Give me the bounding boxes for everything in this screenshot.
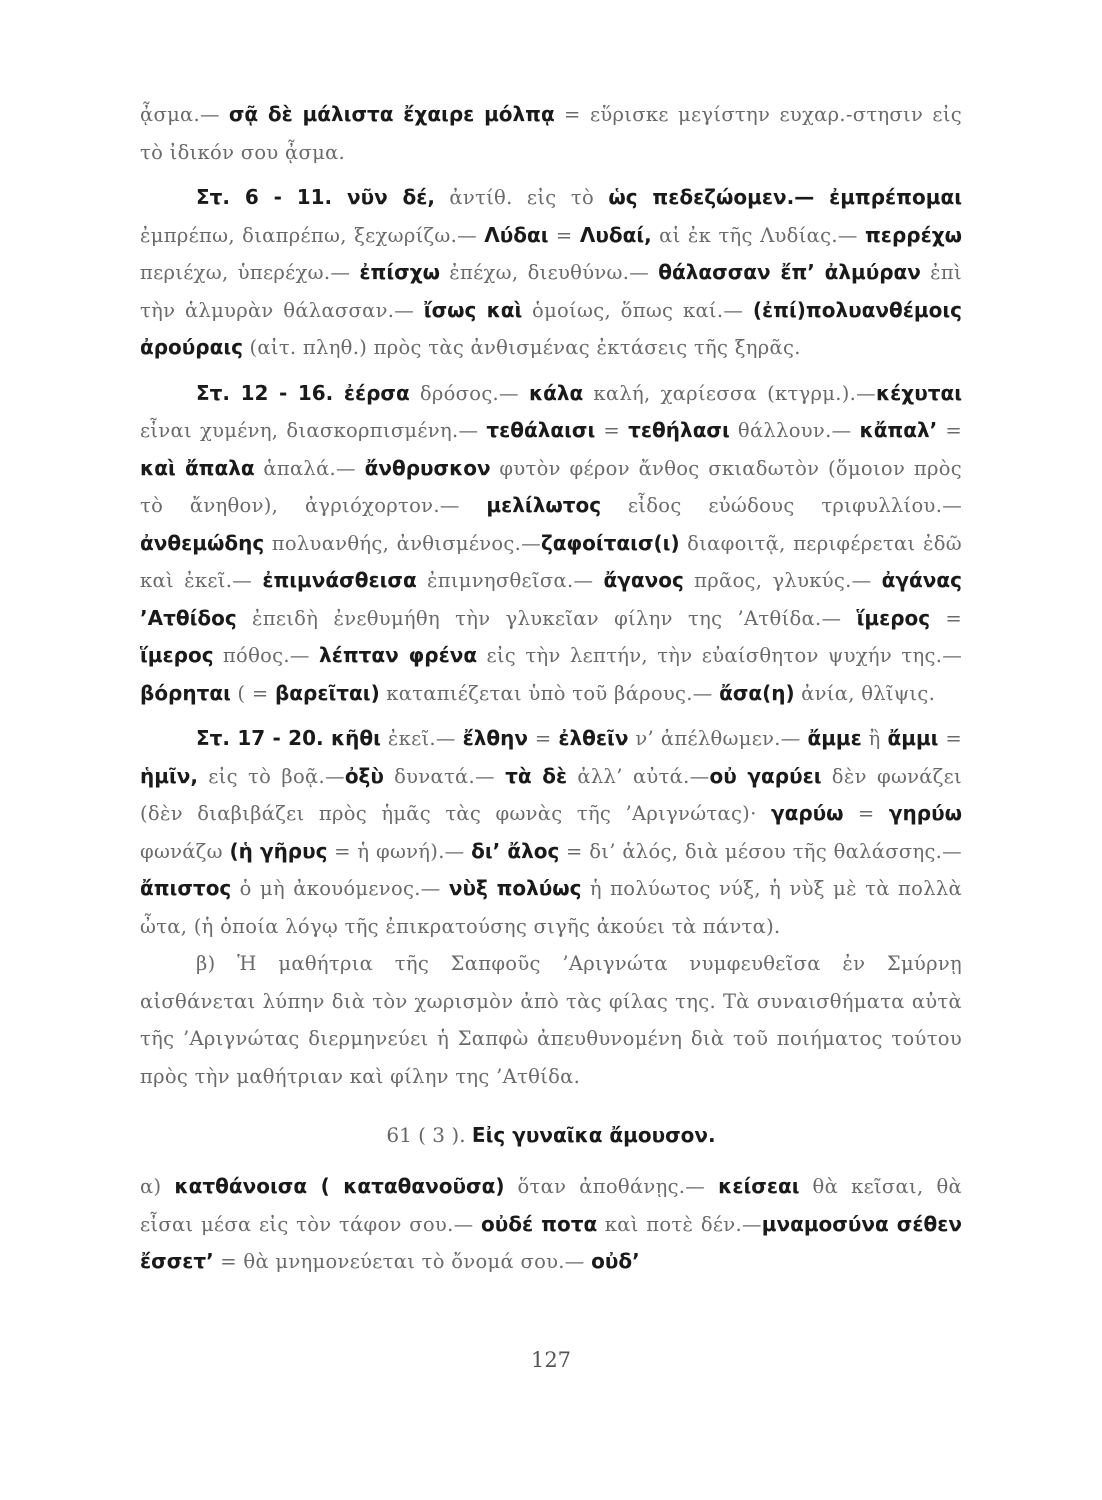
run: δὲν φωνάζει (δὲν διαβιβάζει πρὸς ἡμᾶς τὰς φωνὰς τῆς ’Αριγνώτας)· bbox=[140, 764, 962, 825]
paragraph-block4 bbox=[140, 720, 962, 945]
lemma: βαρεῖται) bbox=[274, 680, 380, 705]
run: ἀνία, θλῖψις. bbox=[794, 681, 936, 705]
run: = bbox=[595, 419, 629, 442]
run: ἀλλ’ αὐτά.— bbox=[567, 764, 710, 788]
page-body bbox=[140, 96, 962, 1281]
lemma: κἄπαλ’ bbox=[859, 418, 938, 442]
run: δυνατά.— bbox=[383, 764, 506, 788]
run: ἡ πολύωτος νύξ, ἡ νὺξ μὲ τὰ πολλὰ ὦτα, (ἡ ὁποία λόγῳ τῆς ἐπικρατούσης σιγῆς ἀκούει τὰ πάντα). bbox=[140, 877, 962, 938]
run: ν’ ἀπέλθωμεν.— bbox=[628, 727, 808, 750]
lemma: ἄγανος bbox=[603, 568, 684, 592]
lemma: περρέχω bbox=[864, 222, 962, 247]
run: (αἰτ. πληθ.) πρὸς τὰς ἀνθισμένας ἐκτάσεις τῆς ξηρᾶς. bbox=[243, 336, 801, 359]
run: εἶδος εὐώδους τριφυλλίου.— bbox=[601, 494, 962, 517]
paragraph-block5 bbox=[140, 945, 962, 1095]
lemma: δι’ ἄλος bbox=[471, 838, 560, 863]
run: φωνάζω bbox=[140, 839, 230, 863]
lemma: ἐπιμνάσθεισα bbox=[262, 568, 417, 592]
lemma: Λύδαι bbox=[484, 222, 549, 247]
run: καταπιέζεται ὑπὸ τοῦ βάρους.— bbox=[379, 681, 720, 705]
lemma: κατθάνοισα ( καταθανοῦσα) bbox=[174, 1174, 505, 1198]
lemma: θάλασσαν ἔπ’ ἀλμύραν bbox=[658, 260, 921, 284]
lemma: σᾷ δὲ μάλιστα ἔχαιρε μόλπᾳ bbox=[228, 102, 555, 126]
section-title: Εἰς γυναῖκα ἄμουσον. bbox=[471, 1123, 716, 1147]
lemma: γηρύω bbox=[888, 801, 962, 825]
lemma: ἄπιστος bbox=[140, 876, 232, 900]
run: = bbox=[937, 419, 962, 442]
run: θὰ κεῖσαι, θὰ εἶσαι μέσα εἰς τὸν τάφον σου.— bbox=[140, 1175, 962, 1236]
run: ἐπιμνησθεῖσα.— bbox=[416, 569, 604, 592]
run: πολυανθής, ἀνθισμένος.— bbox=[264, 531, 541, 555]
paragraph-block2 bbox=[140, 179, 962, 367]
lemma: ἀνθεμώδης bbox=[140, 530, 265, 555]
run: β) Ἡ μαθήτρια τῆς Σαπφοῦς ’Αριγνώτα νυμφευθεῖσα ἐν Σμύρνῃ αἰσθάνεται λύπην διὰ τὸν χωρισμὸν ἀπὸ τὰς φίλας της. Τὰ συναισθήματα αὐτὰ τῆς ’Αριγνώτας διερμηνεύει ἡ Σαπφὼ ἀπευθυνομένη διὰ τοῦ ποιήματος τούτου πρὸς τὴν μαθήτριαν καὶ φίλην της ’Ατθίδα. bbox=[140, 952, 962, 1088]
run: διαφοιτᾷ, περιφέρεται ἐδῶ καὶ ἐκεῖ.— bbox=[140, 531, 963, 592]
paragraph-block1 bbox=[140, 96, 962, 171]
run: ὅταν ἀποθάνῃς.— bbox=[504, 1175, 719, 1198]
lemma: τεθάλαισι bbox=[486, 418, 596, 442]
lemma: βόρηται bbox=[140, 680, 231, 705]
run: καὶ ποτὲ δέν.— bbox=[597, 1212, 762, 1236]
lemma: ἔλθην bbox=[462, 726, 528, 750]
lemma: νὺξ πολύως bbox=[448, 876, 582, 900]
run: πόθος.— bbox=[213, 644, 320, 667]
run: πρᾶος, γλυκύς.— bbox=[683, 569, 882, 592]
lemma: κέχυται bbox=[875, 380, 963, 405]
verse-ref: Στ. 6 - 11. bbox=[196, 185, 333, 209]
paragraph-block6 bbox=[140, 1168, 962, 1281]
lemma: (ἐπί)πολυανθέμοις ἀρούραις bbox=[140, 297, 962, 359]
run: ὁμοίως, ὅπως καί.— bbox=[522, 298, 753, 322]
run: = θὰ μνημονεύεται τὸ ὄνομά σου.— bbox=[213, 1250, 592, 1273]
run: θάλλουν.— bbox=[729, 419, 860, 442]
run: ἐπὶ τὴν ἁλμυρὰν θάλασσαν.— bbox=[140, 261, 962, 322]
run: = bbox=[843, 802, 889, 825]
run: αἱ ἐκ τῆς Λυδίας.— bbox=[651, 223, 865, 247]
run: = ἡ φωνή).— bbox=[327, 839, 472, 863]
lemma: ἄνθρυσκον bbox=[364, 455, 491, 480]
lemma: τὰ δὲ bbox=[505, 763, 568, 788]
run: ἢ bbox=[861, 727, 888, 750]
lemma: τεθήλασι bbox=[628, 418, 730, 442]
run: φυτὸν φέρον ἄνθος σκιαδωτὸν (ὅμοιον πρὸς τὸ ἄνηθον), ἀγριόχορτον.— bbox=[140, 456, 962, 517]
run: ἐπειδὴ ἐνεθυμήθη τὴν γλυκεῖαν φίλην της ’Ατθίδα.— bbox=[236, 606, 857, 630]
run: α) bbox=[140, 1175, 175, 1198]
verse-ref: Στ. 12 - 16. ἐέρσα bbox=[196, 380, 410, 405]
run: ἐπέχω, διευθύνω.— bbox=[440, 261, 659, 284]
run: = bbox=[938, 727, 962, 750]
lemma: νῦν δέ, bbox=[332, 185, 436, 209]
run: εἶναι χυμένη, διασκορπισμένη.— bbox=[140, 419, 487, 442]
run: ὁ μὴ ἀκουόμενος.— bbox=[231, 877, 449, 900]
lemma: ἄσα(η) bbox=[719, 680, 795, 705]
lemma: Λυδαί, bbox=[579, 222, 652, 247]
lemma: ὀξὺ bbox=[344, 763, 384, 788]
run: ἁπαλά.— bbox=[254, 456, 365, 480]
lemma: ὡς πεδεζώομεν.— ἐμπρέπομαι bbox=[608, 185, 962, 209]
run: δρόσος.— bbox=[409, 381, 529, 405]
run: εἰς τὴν λεπτήν, τὴν εὐαίσθητον ψυχήν της.— bbox=[477, 644, 962, 667]
run: ( = bbox=[230, 681, 275, 705]
run: ἐμπρέπω, διαπρέπω, ξεχωρίζω.— bbox=[140, 223, 485, 247]
lemma: (ἡ γῆρυς bbox=[229, 838, 328, 863]
paragraph-block3 bbox=[140, 375, 962, 713]
lemma: καὶ ἄπαλα bbox=[140, 455, 255, 480]
run: = bbox=[548, 223, 580, 247]
section-heading bbox=[140, 1117, 962, 1154]
lemma: κάλα bbox=[528, 380, 584, 405]
run: ἀντίθ. εἰς τὸ bbox=[435, 186, 609, 209]
lemma: κείσεαι bbox=[718, 1174, 800, 1198]
run: εἰς τὸ βοᾷ.— bbox=[197, 764, 345, 788]
lemma: ἀγάνας ’Ατθίδος bbox=[140, 568, 962, 630]
run: = εὕρισκε μεγίστην ευχαρ.-στησιν εἰς τὸ ἰδικόν σου ᾆσμα. bbox=[140, 103, 963, 164]
lemma: οὐδ’ bbox=[591, 1249, 640, 1273]
run: ᾆσμα.— bbox=[140, 103, 220, 126]
run: = bbox=[930, 606, 963, 630]
lemma: γαρύω bbox=[770, 801, 844, 825]
run: περιέχω, ὑπερέχω.— bbox=[140, 261, 360, 284]
lemma: ἵμερος bbox=[856, 605, 931, 630]
lemma: οὐδέ ποτα bbox=[480, 1211, 598, 1236]
section-number: 61 ( 3 ). bbox=[386, 1123, 466, 1147]
lemma: ἐπίσχω bbox=[359, 260, 441, 284]
run: = bbox=[527, 727, 559, 750]
run: = δι’ ἁλός, διὰ μέσου τῆς θαλάσσης.— bbox=[559, 839, 962, 863]
lemma: μελίλωτος bbox=[486, 493, 602, 517]
run: καλή, χαρίεσσα (κτγρμ.).— bbox=[583, 381, 876, 405]
lemma: οὐ γαρύει bbox=[709, 763, 822, 788]
lemma: ζαφοίταισ(ι) bbox=[540, 530, 680, 555]
page-number: 127 bbox=[530, 1348, 572, 1372]
lemma: ἡμῖν, bbox=[140, 763, 198, 788]
lemma: ἄμμε bbox=[807, 726, 862, 750]
lemma: μναμοσύνα σέθεν ἔσσετ’ bbox=[140, 1211, 962, 1273]
lemma: ἐλθεῖν bbox=[558, 726, 629, 750]
lemma: ἴσως καὶ bbox=[423, 297, 523, 322]
lemma: ἵμερος bbox=[140, 643, 214, 667]
verse-ref: Στ. 17 - 20. κῆθι bbox=[196, 726, 381, 750]
lemma: ἄμμι bbox=[887, 726, 939, 750]
run: ἐκεῖ.— bbox=[380, 727, 463, 750]
lemma: λέπταν φρένα bbox=[319, 643, 478, 667]
